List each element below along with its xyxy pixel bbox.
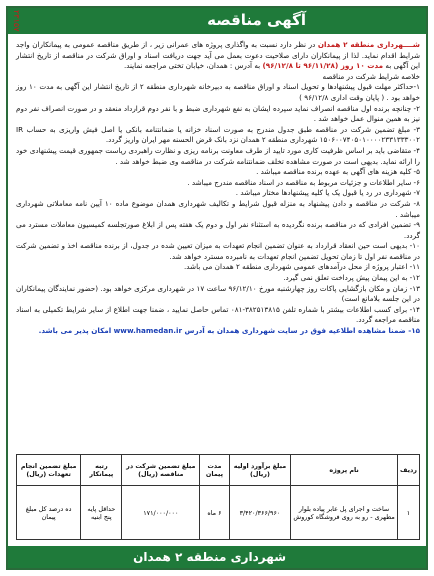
item-9: ۹- تضمین افرادی که در مناقصه برنده نگردیده به استثناء نفر اول و دوم یک هفته پس از ابلاغ صورتجلسه کمیسیون معاملات مسترد می گردد. [16, 220, 420, 240]
cell-performance-guarantee: ده درصد کل مبلغ پیمان [17, 486, 81, 540]
footer-text: شهرداری منطقه ۲ همدان [133, 550, 286, 564]
projects-table [16, 454, 420, 540]
item-15: ۱۵- ضمنا مشاهده اطلاعیه فوق در سایت شهرداری همدان به آدرس www.hamedan.ir امکان پذیر می باشد. [38, 326, 420, 336]
cell-row-no: ۱ [398, 486, 420, 540]
footer-banner [8, 546, 426, 568]
table-header-row [17, 455, 420, 486]
item-2: ۲- چنانچه برنده اول مناقصه انصراف نماید سپرده ایشان به نفع شهرداری ضبط و با نفر دوم قرارداد منعقد و در صورت انصراف نفر دوم نیز به همین منوال عمل خواهد شد . [16, 103, 420, 124]
title-banner [8, 8, 426, 34]
item-3: ۳- مبلغ تضمین شرکت در مناقصه طبق جدول مندرج به صورت اسناد خزانه یا ضمانتنامه بانکی یا اصل فیش واریزی به حساب IR ۱۵۰۶۰۰۷۴۰۵۰۱۰۰۰۰۲۳۳۱۳۳۳۰۰۲ شهرداری منطقه ۲ همدان نزد بانک قرض الحسنه مهر ایران واریز گردد. [16, 124, 420, 145]
item-12: ۱۲- به این پیمان پیش پرداخت تعلق نمی گیرد. [283, 273, 420, 283]
intro-org: شــــهرداری منطقه ۲ همدان [317, 40, 420, 49]
intro-text: در نظر دارد نسبت به واگذاری پروژه های عمرانی زیر ، از طریق مناقصه عمومی به پیمانکاران واجد شرایط اقدام نماید. لذا از پیمانکاران دارای صلاحیت دعوت بعمل می آید جهت دریافت اسناد و اوراق شرکت در مناقصه از تاریخ انتشار این آگهی به [16, 40, 420, 71]
item-1: ۱-حداکثر مهلت قبول پیشنهادها و تحویل اسناد و اوراق مناقصه به دبیرخانه شهرداری منطقه ۲ از تاریخ انتشار این آگهی به مدت ۱۰ روز خواهد بود . ( پایان وقت اداری ۹۶/۱۲/۸ ) [16, 82, 420, 102]
item-10: ۱۰- بدیهی است حین انعقاد قرارداد به عنوان تضمین انجام تعهدات به میزان تعیین شده در جدول، از برنده مناقصه اخذ و تضمین شرکت در مناقصه نفر اول تا زمان تحویل تضمین انجام تعهدات به نامبرده مسترد خواهد شد. [16, 241, 420, 261]
item-7: ۷- شهرداری در رد یا قبول یک یا کلیه پیشنهادها مختار میباشد . [235, 188, 420, 198]
ad-title: آگهی مناقصه [207, 11, 306, 29]
header-project-name: نام پروژه [291, 455, 398, 486]
ad-frame [6, 6, 428, 570]
cell-estimate: ۳/۴۲۰/۳۶۶/۹۶۰ [229, 486, 290, 540]
item-4: ۴- متقاضی باید بر اساس ظرفیت کاری مورد تایید از طرف معاونت برنامه ریزی و نظارت راهبردی ریاست جمهوری قیمت پیشنهادی خود را ارائه نماید. بدیهی است در صورت مشاهده تخلف ضمانتنامه شرکت در مناقصه وی ضبط خواهد شد . [16, 145, 420, 166]
cell-contractor-rank: حداقل پایه پنج ابنیه [81, 486, 122, 540]
header-performance-guarantee: مبلغ تضمین انجام تعهدات (ریال) [17, 455, 81, 486]
intro-paragraph [16, 40, 420, 72]
item-5: ۵- کلیه هزینه های آگهی به عهده برنده مناقصه میباشد . [256, 167, 420, 177]
header-duration: مدت پیمان [200, 455, 230, 486]
cell-project-name: ساخت و اجرای پل عابر پیاده بلوار مطهری - رو به روی فروشگاه کوروش [291, 486, 398, 540]
header-contractor-rank: رتبه پیمانکار [81, 455, 122, 486]
item-11: ۱۱- اعتبار پروژه از محل درآمدهای عمومی شهرداری منطقه ۲ همدان می باشد. [184, 262, 420, 272]
header-bid-guarantee: مبلغ تضمین شرکت در مناقصه (ریال) [122, 455, 200, 486]
table-row [17, 486, 420, 540]
ad-code: ۲۳۱۵۷ [12, 10, 21, 32]
summary-heading: خلاصه شرایط شرکت در مناقصه [322, 71, 420, 81]
item-13: ۱۳- زمان و مکان بازگشایی پاکات روز چهارشنبه مورخ ۹۶/۱۲/۱۰ ساعت ۱۷ در شهرداری مرکزی خواهد بود. (حضور نمایندگان پیمانکاران در این جلسه بلامانع است) [16, 283, 420, 304]
header-row-no: ردیف [398, 455, 420, 486]
intro-tail: به آدرس : همدان، خیابان تختی مراجعه نمایند. [123, 61, 263, 71]
intro-dates: مدت ۱۰ روز (۹۶/۱۱/۲۸ تا ۹۶/۱۲/۸) [262, 61, 384, 71]
cell-duration: ۶ ماه [200, 486, 230, 540]
cell-bid-guarantee: ۱۷۱/۰۰۰/۰۰۰ [122, 486, 200, 540]
item-6: ۶- سایر اطلاعات و جزئیات مربوط به مناقصه در اسناد مناقصه مندرج میباشد . [187, 177, 420, 187]
item-14: ۱۴- برای کسب اطلاعات بیشتر با شماره تلفن ۳۸۲۵۱۳۸۱۵-۰۸۱ تماس حاصل نمایید ، ضمنا جهت اطلاع از سایر شرایط تکمیلی به اسناد مناقصه مراجعه گردد. [16, 304, 420, 325]
item-8: ۸- شرکت در مناقصه و دادن پیشنهاد به منزله قبول شرایط و تکالیف شهرداری همدان موضوع ماده ۱۰ آیین نامه معاملاتی شهرداری میباشد . [16, 198, 421, 219]
ad-body [16, 40, 420, 337]
header-estimate: مبلغ برآورد اولیه (ریال) [229, 455, 290, 486]
